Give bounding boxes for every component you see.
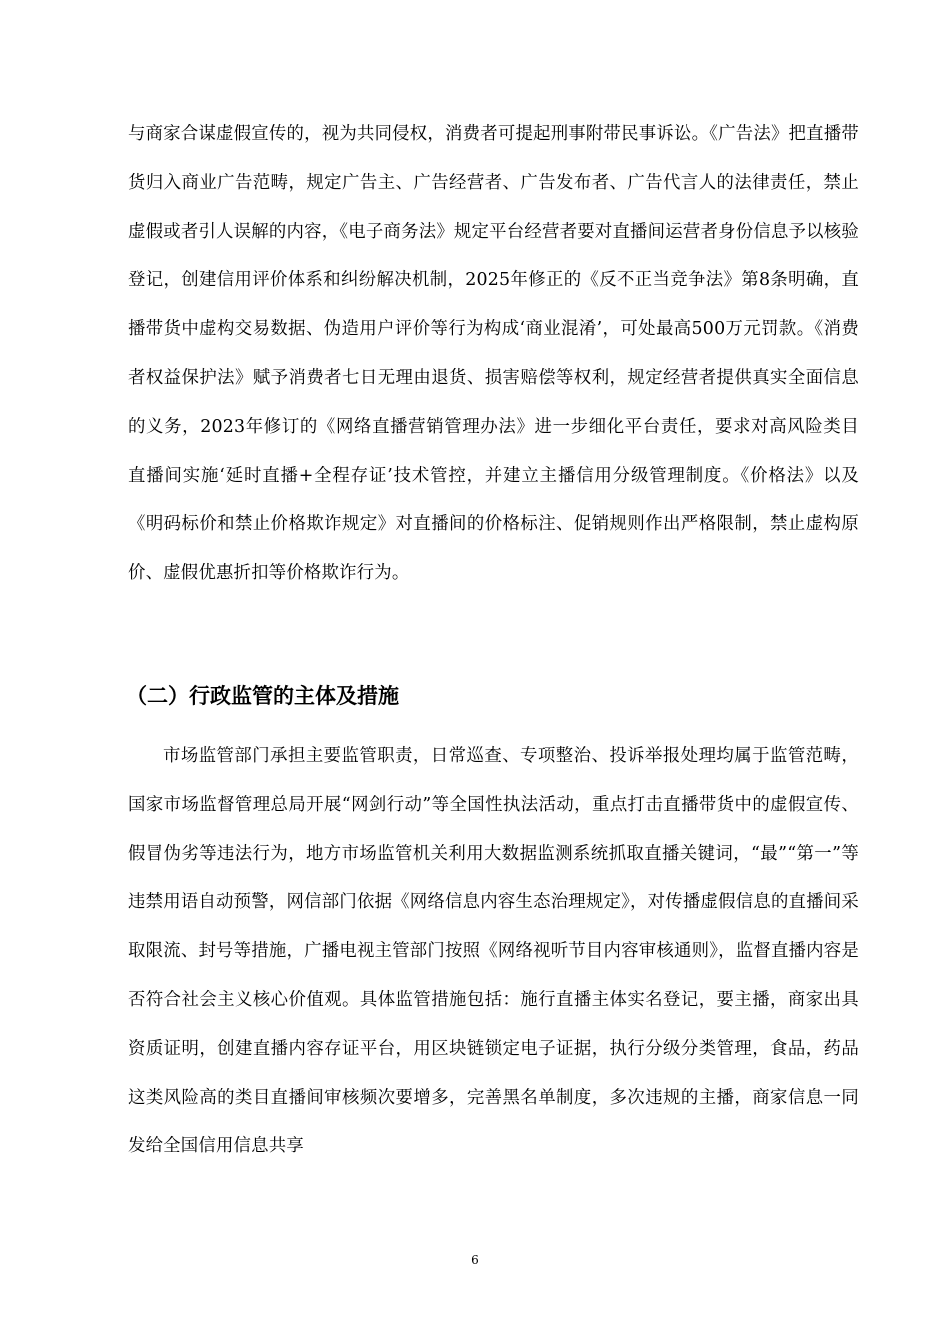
body-paragraph-1: 与商家合谋虚假宣传的，视为共同侵权，消费者可提起刑事附带民事诉讼。《广告法》把直播带货归入商业广告范畴，规定广告主、广告经营者、广告发布者、广告代言人的法律责任，禁止虚假或者引人误解的内容，《电子商务法》规定平台经营者要对直播间运营者身份信息予以核验登记，创建信用评价体系和纠纷解决机制，2025年修正的《反不正当竞争法》第8条明确，直播带货中虚构交易数据、伪造用户评价等行为构成‘商业混淆’，可处最高500万元罚款。《消费者权益保护法》赋予消费者七日无理由退货、损害赔偿等权利，规定经营者提供真实全面信息的义务，2023年修订的《网络直播营销管理办法》进一步细化平台责任，要求对高风险类目直播间实施‘延时直播+全程存证’技术管控，并建立主播信用分级管理制度。《价格法》以及《明码标价和禁止价格欺诈规定》对直播间的价格标注、促销规则作出严格限制，禁止虚构原价、虚假优惠折扣等价格欺诈行为。 bbox=[128, 124, 859, 584]
page-number: 6 bbox=[471, 1253, 479, 1267]
section-heading: （二）行政监管的主体及措施 bbox=[126, 684, 399, 708]
body-paragraph-2: 市场监管部门承担主要监管职责，日常巡查、专项整治、投诉举报处理均属于监管范畴，国家市场监督管理总局开展“网剑行动”等全国性执法活动，重点打击直播带货中的虚假宣传、假冒伪劣等违法行为，地方市场监管机关利用大数据监测系统抓取直播关键词，“最”“第一”等违禁用语自动预警，网信部门依据《网络信息内容生态治理规定》，对传播虚假信息的直播间采取限流、封号等措施，广播电视主管部门按照《网络视听节目内容审核通则》，监督直播内容是否符合社会主义核心价值观。具体监管措施包括：施行直播主体实名登记，要主播，商家出具资质证明，创建直播内容存证平台，用区块链锁定电子证据，执行分级分类管理，食品，药品这类风险高的类目直播间审核频次要增多，完善黑名单制度，多次违规的主播，商家信息一同发给全国信用信息共享 bbox=[128, 746, 859, 1157]
